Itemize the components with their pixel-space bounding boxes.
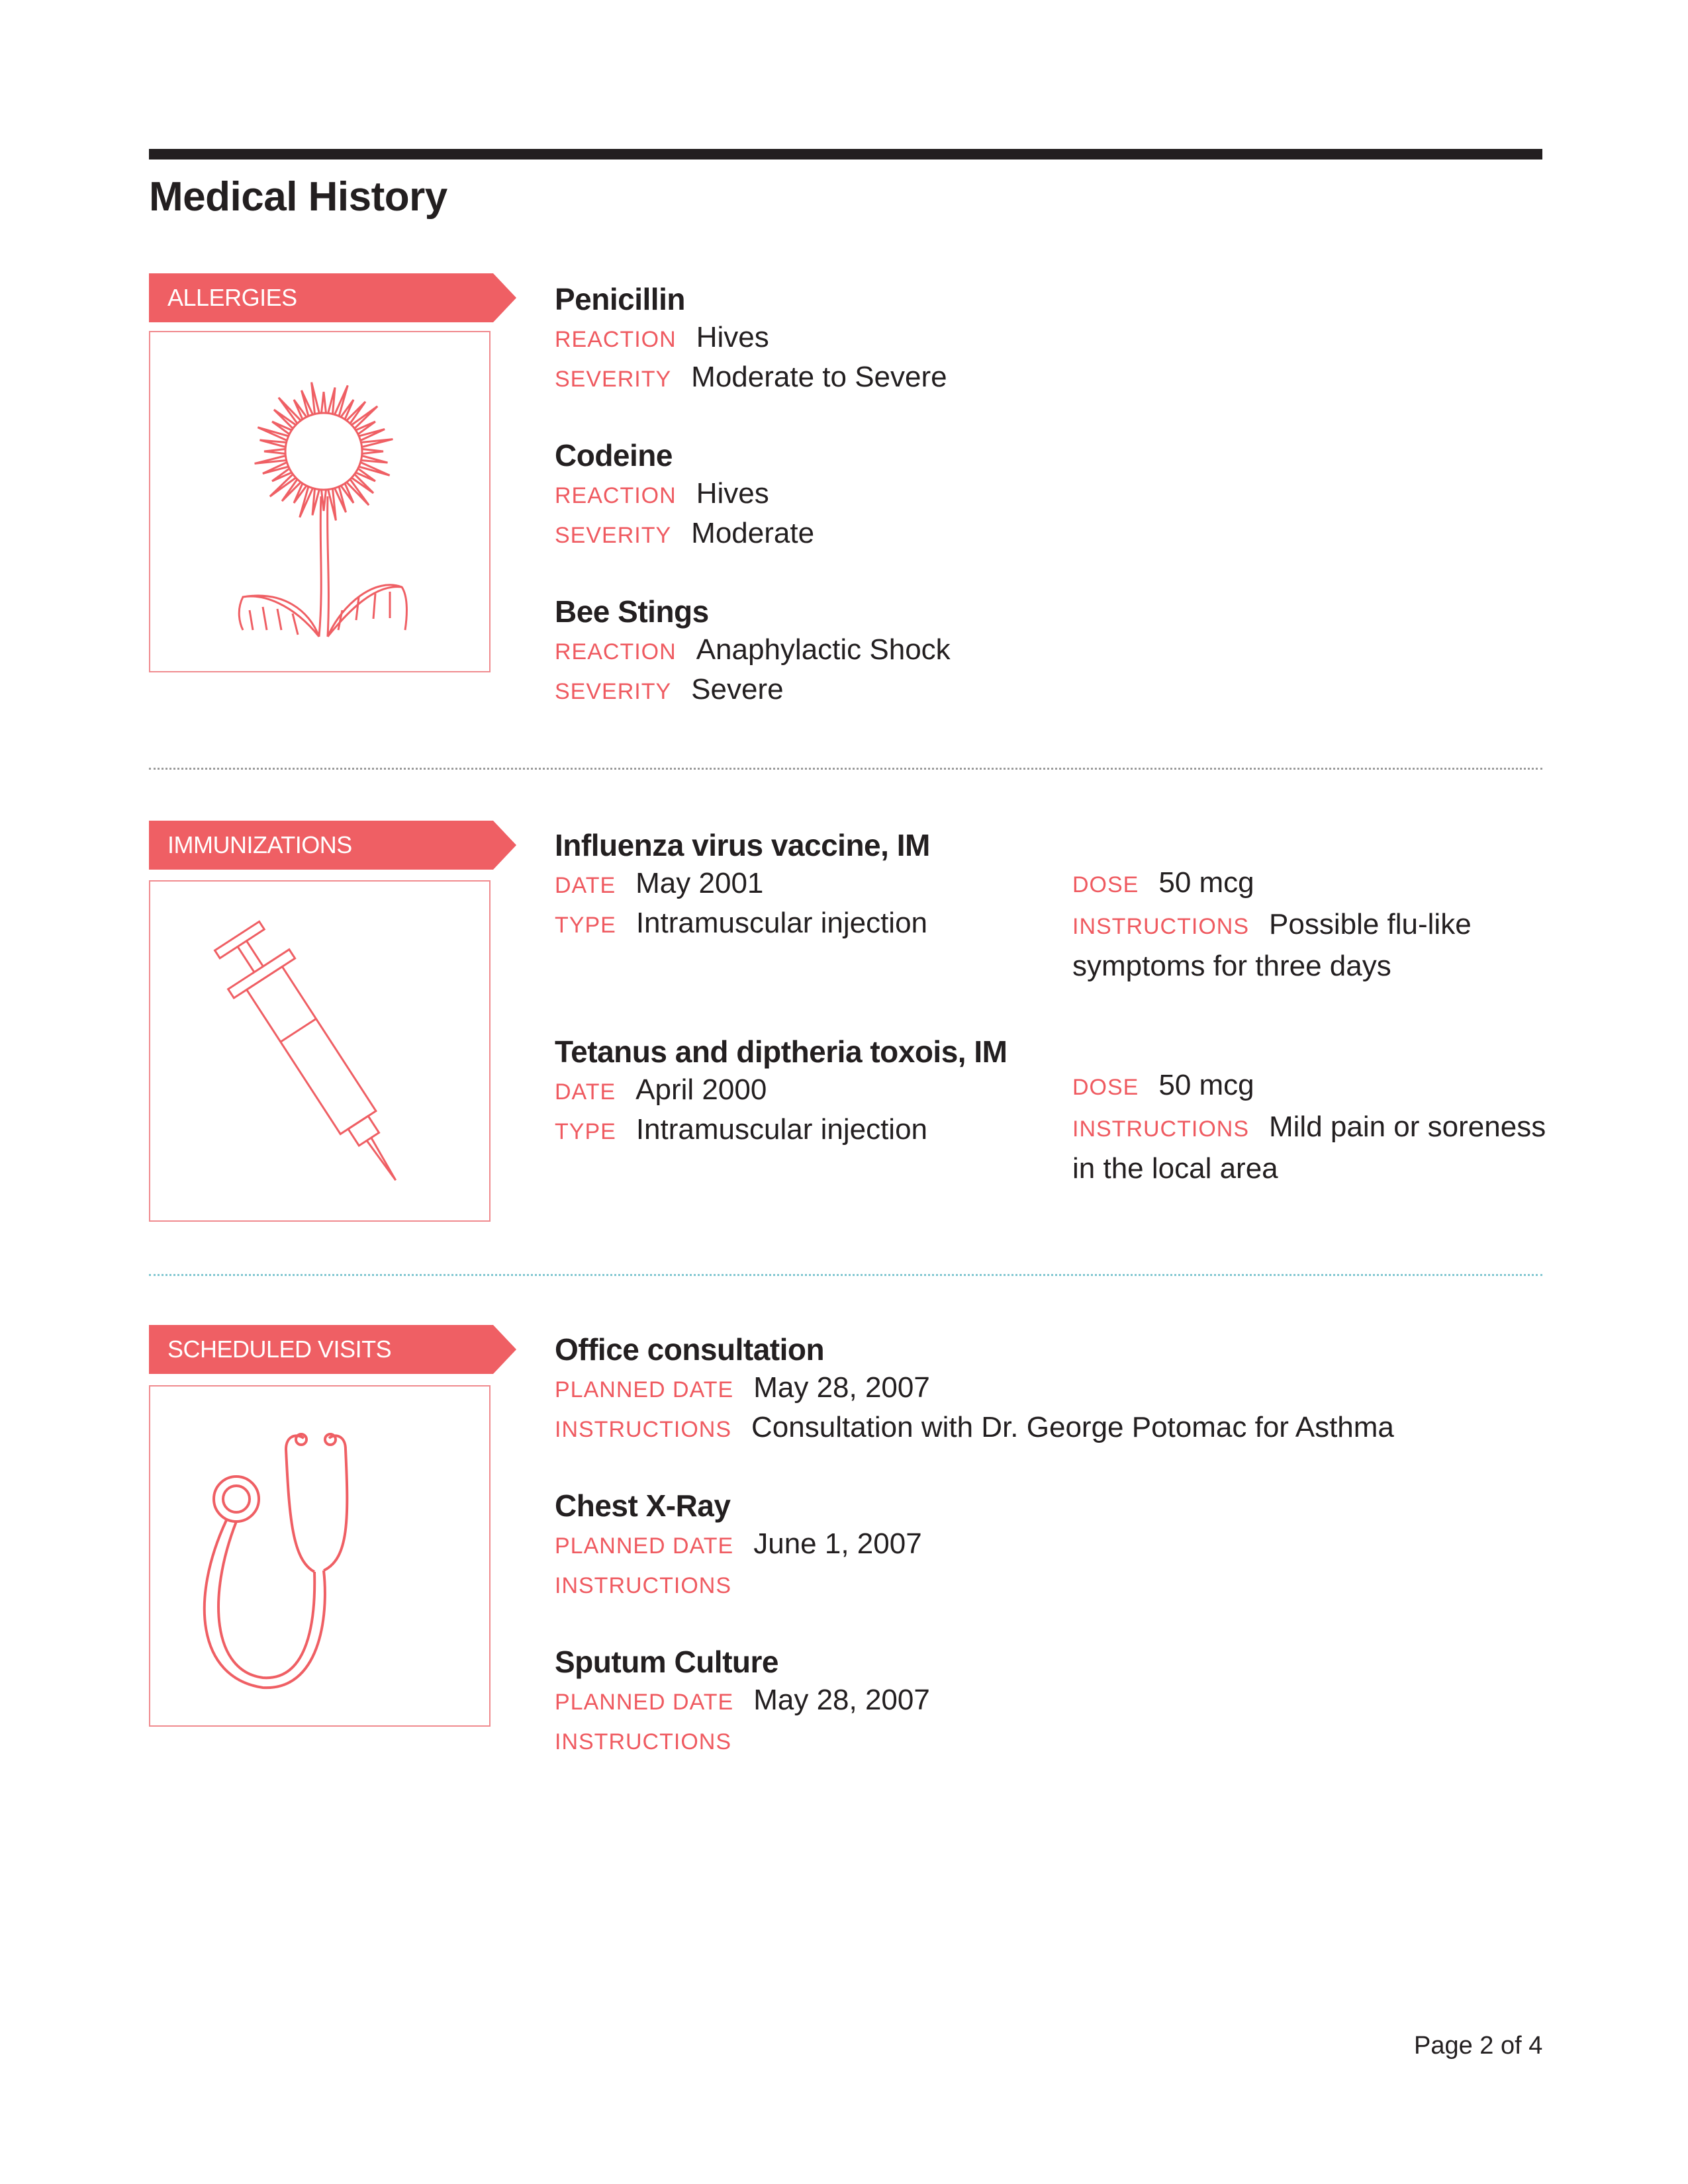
allergy-name: Penicillin	[555, 282, 685, 316]
reaction-value: Hives	[696, 477, 769, 510]
flower-petal	[259, 440, 286, 447]
instructions-label: INSTRUCTIONS	[555, 1417, 731, 1442]
flower-petal	[361, 439, 393, 447]
flower-petal	[312, 383, 320, 414]
flower-petal	[255, 456, 287, 464]
flower-petal	[328, 387, 335, 414]
planned-date-label: PLANNED DATE	[555, 1533, 734, 1559]
allergies-tab	[149, 273, 516, 322]
flower-petal	[328, 488, 336, 520]
header-rule	[149, 149, 1542, 159]
flower-petal	[361, 456, 387, 463]
visit-name: Chest X-Ray	[555, 1488, 731, 1523]
visit-item	[555, 1488, 922, 1607]
type-label: TYPE	[555, 1119, 616, 1144]
type-value: Intramuscular injection	[635, 1113, 928, 1146]
instructions-label: INSTRUCTIONS	[1072, 1116, 1249, 1142]
immunization-name: Influenza virus vaccine, IM	[555, 828, 930, 862]
immunization-item	[555, 827, 930, 946]
allergy-item	[555, 437, 814, 557]
type-label: TYPE	[555, 913, 616, 938]
page-title: Medical History	[149, 174, 447, 220]
planned-date-value: May 28, 2007	[753, 1371, 930, 1404]
section-divider	[149, 768, 1542, 770]
date-label: DATE	[555, 873, 616, 898]
immunizations-tab	[149, 821, 516, 870]
immunizations-tab-label: IMMUNIZATIONS	[167, 831, 352, 858]
section-divider	[149, 1274, 1542, 1276]
severity-value: Moderate to Severe	[691, 361, 947, 393]
allergy-name: Codeine	[555, 438, 673, 473]
flower-petal	[322, 392, 326, 413]
visit-item	[555, 1644, 930, 1763]
reaction-label: REACTION	[555, 639, 677, 664]
severity-label: SEVERITY	[555, 523, 672, 548]
date-label: DATE	[555, 1079, 616, 1105]
reaction-label: REACTION	[555, 327, 677, 352]
visit-item	[555, 1332, 1394, 1451]
severity-value: Severe	[691, 673, 784, 705]
dose-value: 50 mcg	[1158, 1069, 1254, 1101]
instructions-label: INSTRUCTIONS	[1072, 914, 1249, 939]
planned-date-value: June 1, 2007	[753, 1527, 922, 1560]
type-value: Intramuscular injection	[635, 907, 928, 939]
immunizations-illustration	[149, 880, 491, 1222]
instructions-value: Consultation with Dr. George Potomac for Asthma	[751, 1411, 1394, 1443]
severity-label: SEVERITY	[555, 367, 672, 392]
flower-petal	[312, 488, 319, 515]
instructions-value: Mild pain or soreness in the local area	[1072, 1111, 1546, 1185]
syringe-icon	[150, 882, 489, 1220]
immunization-name: Tetanus and diptheria toxois, IM	[555, 1034, 1008, 1069]
dose-label: DOSE	[1072, 872, 1139, 897]
allergies-illustration	[149, 331, 491, 672]
date-value: April 2000	[635, 1073, 767, 1106]
allergies-tab-label: ALLERGIES	[167, 284, 297, 311]
instructions-label: INSTRUCTIONS	[555, 1729, 731, 1754]
instructions-label: INSTRUCTIONS	[555, 1573, 731, 1598]
dose-label: DOSE	[1072, 1075, 1139, 1100]
reaction-label: REACTION	[555, 483, 677, 508]
visit-name: Sputum Culture	[555, 1645, 778, 1679]
severity-value: Moderate	[691, 517, 815, 549]
immunization-item	[555, 1034, 1007, 1153]
immunization-details	[1072, 1066, 1549, 1189]
visit-name: Office consultation	[555, 1332, 825, 1367]
planned-date-label: PLANNED DATE	[555, 1377, 734, 1402]
flower-petal	[264, 449, 285, 454]
allergy-name: Bee Stings	[555, 594, 709, 629]
planned-date-label: PLANNED DATE	[555, 1690, 734, 1715]
page-number: Page 2 of 4	[1414, 2032, 1543, 2060]
date-value: May 2001	[635, 867, 764, 899]
stethoscope-icon	[150, 1387, 489, 1725]
allergy-item	[555, 281, 947, 400]
severity-label: SEVERITY	[555, 679, 672, 704]
scheduled-visits-tab	[149, 1325, 516, 1374]
flower-petal	[322, 490, 326, 511]
reaction-value: Hives	[696, 321, 769, 353]
flower-icon	[150, 332, 489, 671]
dose-value: 50 mcg	[1158, 866, 1254, 899]
immunization-details	[1072, 863, 1549, 986]
flower-petal	[362, 449, 383, 454]
allergy-item	[555, 594, 951, 713]
reaction-value: Anaphylactic Shock	[696, 633, 951, 666]
scheduled-visits-illustration	[149, 1385, 491, 1727]
instructions-value: Possible flu-like symptoms for three days	[1072, 908, 1472, 982]
planned-date-value: May 28, 2007	[753, 1684, 930, 1716]
scheduled-visits-tab-label: SCHEDULED VISITS	[167, 1336, 392, 1363]
